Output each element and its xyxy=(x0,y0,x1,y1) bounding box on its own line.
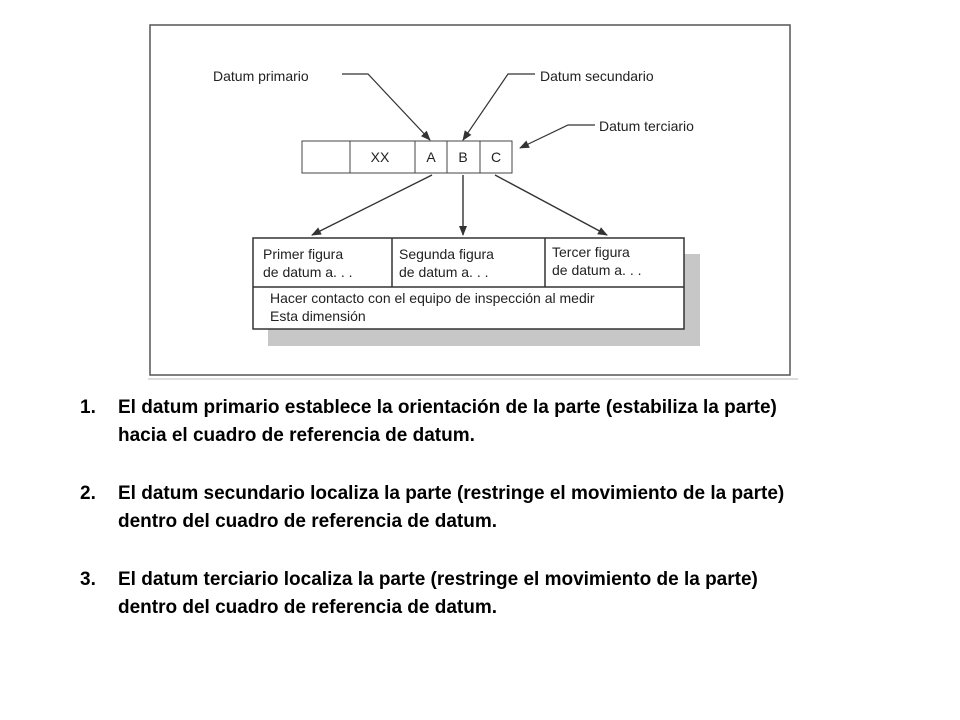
contact-note-line1: Hacer contacto con el equipo de inspección al medir xyxy=(270,290,595,306)
statement-number: 1. xyxy=(80,397,96,418)
third-datum-box-line1: Tercer figura xyxy=(552,244,630,260)
statement-item xyxy=(80,394,900,450)
statement-line: hacia el cuadro de referencia de datum. xyxy=(118,425,475,446)
statement-item xyxy=(80,480,900,536)
feature-control-frame xyxy=(302,141,512,173)
datum-statements-list xyxy=(80,394,900,652)
first-datum-box-line2: de datum a. . . xyxy=(263,264,353,280)
statement-line: dentro del cuadro de referencia de datum. xyxy=(118,511,498,532)
statement-line: El datum secundario localiza la parte (restringe el movimiento de la parte) xyxy=(118,483,785,504)
explanation-table xyxy=(253,238,684,329)
statement-number: 2. xyxy=(80,483,96,504)
second-datum-box-line2: de datum a. . . xyxy=(399,264,489,280)
first-datum-box-line1: Primer figura xyxy=(263,246,344,262)
statement-line: El datum primario establece la orientación de la parte (estabiliza la parte) xyxy=(118,397,777,418)
contact-note-line2: Esta dimensión xyxy=(270,308,366,324)
second-datum-box-line1: Segunda figura xyxy=(399,246,494,262)
statement-number: 3. xyxy=(80,569,96,590)
statement-line: dentro del cuadro de referencia de datum. xyxy=(118,597,498,618)
label-datum-primario: Datum primario xyxy=(213,68,309,84)
statement-item xyxy=(80,566,900,622)
frame-cell-datum-b: B xyxy=(458,149,468,165)
frame-cell-datum-c: C xyxy=(490,149,502,165)
statement-line: El datum terciario localiza la parte (restringe el movimiento de la parte) xyxy=(118,569,758,590)
third-datum-box-line2: de datum a. . . xyxy=(552,262,642,278)
frame-cell-datum-a: A xyxy=(426,149,436,165)
frame-cell-tolerance: XX xyxy=(370,149,390,165)
label-datum-terciario: Datum terciario xyxy=(599,118,694,134)
label-datum-secundario: Datum secundario xyxy=(540,68,654,84)
